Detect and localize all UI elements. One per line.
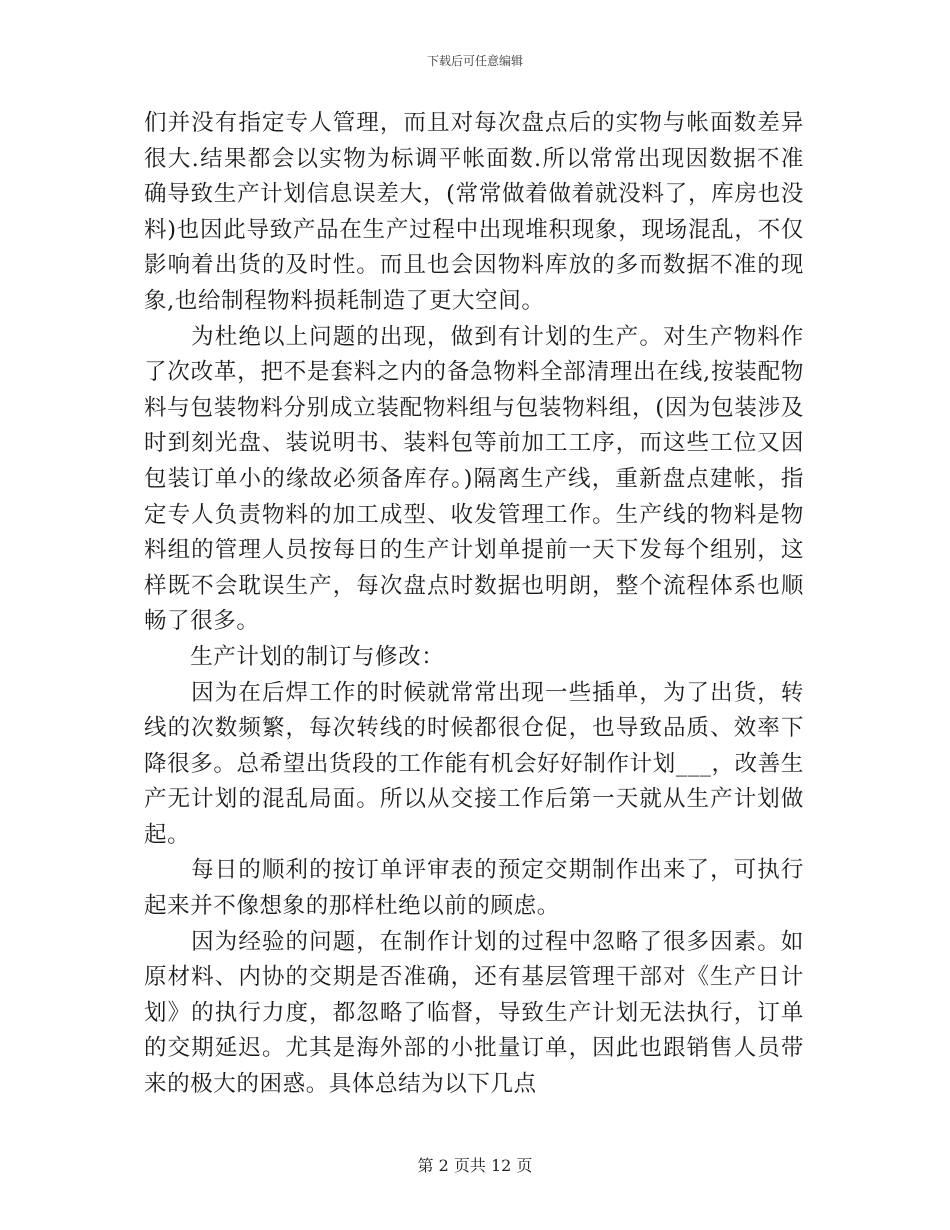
paragraph-3: 生产计划的制订与修改： — [144, 643, 445, 670]
paragraph-6: 因为经验的问题，在制作计划的过程中忽略了很多因素。如原材料、内协的交期是否准确，还有基层管理干部对《生产日计划》的执行力度，都忽略了临督，导致生产计划无法执行，订单的交期延迟。尤其是海外部的小批量订单，因此也跟销售人员带来的极大的困惑。具体总结为以下几点 — [144, 928, 804, 1098]
document-body — [144, 106, 804, 1103]
paragraph-4: 因为在后焊工作的时候就常常出现一些插单，为了出货，转线的次数频繁，每次转线的时候都很仓促，也导致品质、效率下降很多。总希望出货段的工作能有机会好好制作计划___，改善生产无计划的混乱局面。所以从交接工作后第一天就从生产计划做起。 — [144, 679, 804, 848]
paragraph-2: 为杜绝以上问题的出现，做到有计划的生产。对生产物料作了次改革，把不是套料之内的备急物料全部清理出在线,按装配物料与包装物料分别成立装配物料组与包装物料组，(因为包装涉及时到刻光盘、装说明书、装料包等前加工工序，而这些工位又因包装订单小的缘故必须备库存。)隔离生产线，重新盘点建帐，指定专人负责物料的加工成型、收发管理工作。生产线的物料是物料组的管理人员按每日的生产计划单提前一天下发每个组别，这样既不会耽误生产，每次盘点时数据也明朗，整个流程体系也顺畅了很多。 — [144, 323, 804, 635]
page-number: 第 2 页共 12 页 — [417, 1156, 533, 1175]
paragraph-5: 每日的顺利的按订单评审表的预定交期制作出来了，可执行起来并不像想象的那样杜绝以前的顾虑。 — [144, 857, 804, 920]
page-header: 下载后可任意编辑 — [426, 54, 523, 68]
paragraph-1: 们并没有指定专人管理，而且对每次盘点后的实物与帐面数差异很大.结果都会以实物为标调平帐面数.所以常常出现因数据不准确导致生产计划信息误差大，(常常做着做着就没料了，库房也没料)也因此导致产品在生产过程中出现堆积现象，现场混乱，不仅影响着出货的及时性。而且也会因物料库放的多而数据不准的现象,也给制程物料损耗制造了更大空间。 — [144, 110, 804, 314]
